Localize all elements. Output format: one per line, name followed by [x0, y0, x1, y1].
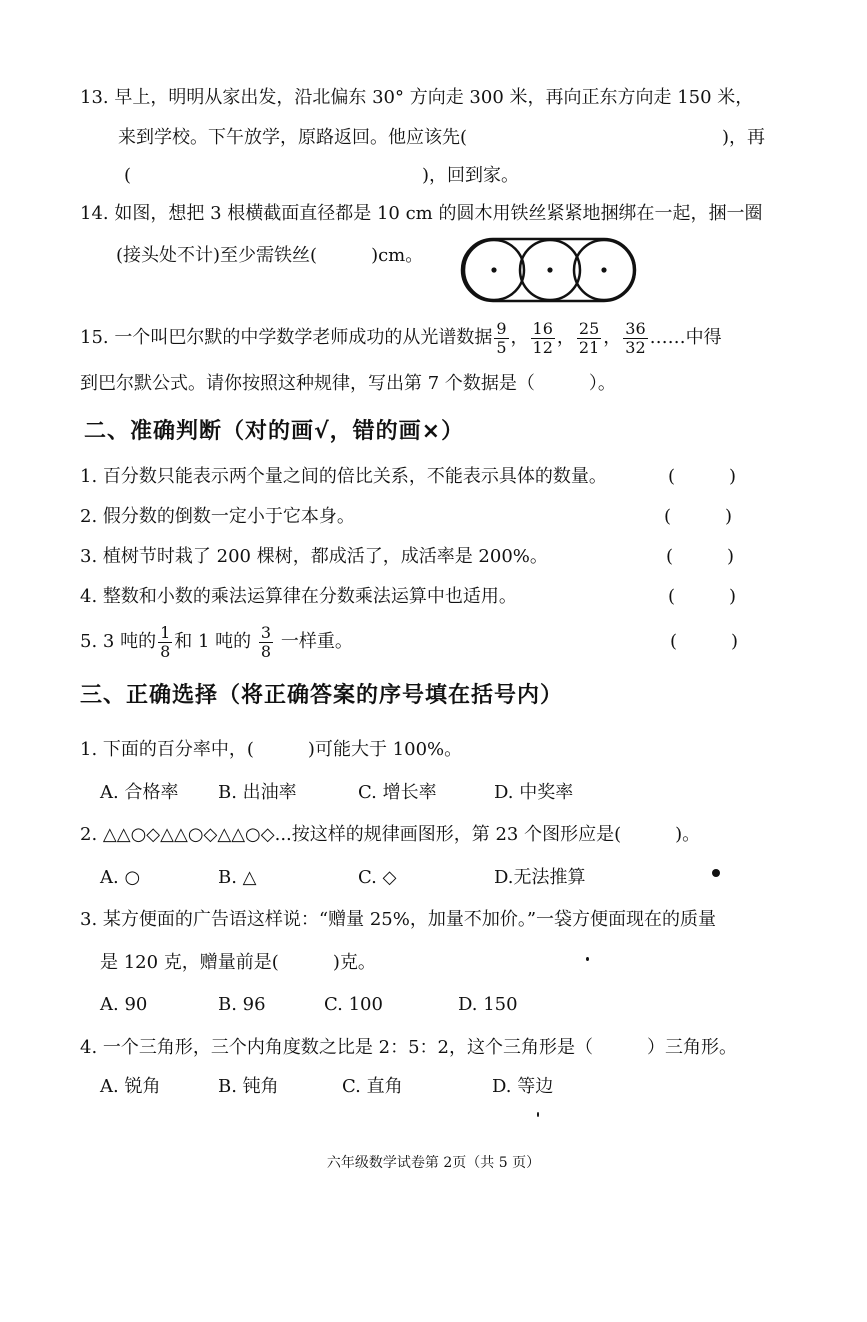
q13-line1: 13. 早上，明明从家出发，沿北偏东 30° 方向走 300 米，再向正东方向走 150 米，: [80, 87, 754, 108]
judge5-fraction-2: $\frac{3}{8}$: [260, 622, 272, 661]
scan-speck: [586, 957, 589, 961]
choice-q1-option-b[interactable]: B. 出油率: [218, 782, 297, 803]
choice-q4-option-b[interactable]: B. 钝角: [218, 1076, 279, 1097]
choice-q2-option-a[interactable]: A. ○: [100, 867, 141, 888]
log-center-3: [601, 267, 606, 272]
choice-q3-stem-line1: 3. 某方便面的广告语这样说：“赠量 25%，加量不加价。”一袋方便面现在的质量: [80, 909, 717, 930]
q15-line2: 到巴尔默公式。请你按照这种规律，写出第 7 个数据是（ ）。: [80, 373, 616, 394]
log-center-1: [491, 267, 496, 272]
choice-q3-option-b[interactable]: B. 96: [218, 994, 266, 1015]
choice-q4-option-a[interactable]: A. 锐角: [100, 1076, 161, 1097]
judge-answer-2[interactable]: ( ): [664, 506, 733, 527]
judge-item-1: 1. 百分数只能表示两个量之间的倍比关系，不能表示具体的数量。: [80, 466, 607, 487]
judge-answer-1[interactable]: ( ): [668, 466, 737, 487]
choice-q3-option-a[interactable]: A. 90: [100, 994, 148, 1015]
q15-prefix: 15. 一个叫巴尔默的中学数学老师成功的从光谱数据: [80, 327, 493, 348]
q15-fraction-1: $\frac{9}{5}$: [496, 318, 507, 357]
scan-speck: [712, 869, 720, 877]
q13-line3-open: (: [124, 165, 132, 186]
choice-q3-stem-line2: 是 120 克，赠量前是( )克。: [100, 952, 376, 973]
choice-q2-stem: 2. △△○◇△△○◇△△○◇...按这样的规律画图形，第 23 个图形应是( )。: [80, 824, 701, 845]
choice-q1-option-a[interactable]: A. 合格率: [100, 782, 179, 803]
choice-q1-option-d[interactable]: D. 中奖率: [494, 782, 574, 803]
three-logs-diagram: [460, 236, 640, 306]
choice-q4-option-d[interactable]: D. 等边: [492, 1076, 554, 1097]
q13-line3-end: )，回到家。: [422, 165, 520, 186]
page-footer: 六年级数学试卷第 2页（共 5 页）: [326, 1155, 541, 1171]
choice-q1-stem: 1. 下面的百分率中，( )可能大于 100%。: [80, 739, 463, 760]
choice-q2-option-d[interactable]: D.无法推算: [494, 867, 586, 888]
choice-q3-option-c[interactable]: C. 100: [324, 994, 383, 1015]
choice-q2-option-c[interactable]: C. ◇: [358, 867, 397, 888]
choice-q4-stem: 4. 一个三角形，三个内角度数之比是 2：5：2，这个三角形是（ ）三角形。: [80, 1037, 737, 1058]
choice-q2-option-b[interactable]: B. △: [218, 867, 257, 888]
q15-fraction-2: $\frac{16}{12}$: [532, 318, 553, 357]
judge5-fraction-1: $\frac{1}{8}$: [160, 622, 171, 661]
judge-item-3: 3. 植树节时栽了 200 棵树，都成活了，成活率是 200%。: [80, 546, 548, 567]
section3-title: 三、正确选择（将正确答案的序号填在括号内）: [80, 683, 564, 708]
section2-title: 二、准确判断（对的画√，错的画×）: [84, 419, 465, 444]
judge-item-2: 2. 假分数的倒数一定小于它本身。: [80, 506, 355, 527]
judge-item-4: 4. 整数和小数的乘法运算律在分数乘法运算中也适用。: [80, 586, 517, 607]
q15-fraction-4: $\frac{36}{32}$: [625, 318, 646, 357]
log-center-2: [547, 267, 552, 272]
choice-q3-option-d[interactable]: D. 150: [458, 994, 518, 1015]
choice-q1-option-c[interactable]: C. 增长率: [358, 782, 437, 803]
q15-fraction-3: $\frac{25}{21}$: [578, 318, 600, 357]
q14-line1: 14. 如图，想把 3 根横截面直径都是 10 cm 的圆木用铁丝紧紧地捆绑在一起，捆一圈: [80, 203, 763, 224]
q13-line2: 来到学校。下午放学，原路返回。他应该先(: [118, 127, 468, 148]
choice-q4-option-c[interactable]: C. 直角: [342, 1076, 403, 1097]
q15-suffix: ……中得: [649, 327, 722, 348]
scan-speck: [537, 1112, 539, 1117]
judge-answer-4[interactable]: ( ): [668, 586, 737, 607]
q13-line2-end: )，再: [722, 127, 766, 148]
q15-line1: 15. 一个叫巴尔默的中学数学老师成功的从光谱数据 $\frac{9}{5}$ ， $\frac{16}{12}$ ， $\frac{25}{21}$ ， $\frac{36}{32}$ ……中得: [80, 318, 722, 357]
judge-answer-3[interactable]: ( ): [666, 546, 735, 567]
judge-item-5: 5. 3 吨的 $\frac{1}{8}$ 和 1 吨的 $\frac{3}{8}$ 一样重。: [80, 622, 353, 661]
judge-answer-5[interactable]: ( ): [670, 631, 739, 652]
q14-line2: (接头处不计)至少需铁丝( )cm。: [116, 245, 424, 266]
